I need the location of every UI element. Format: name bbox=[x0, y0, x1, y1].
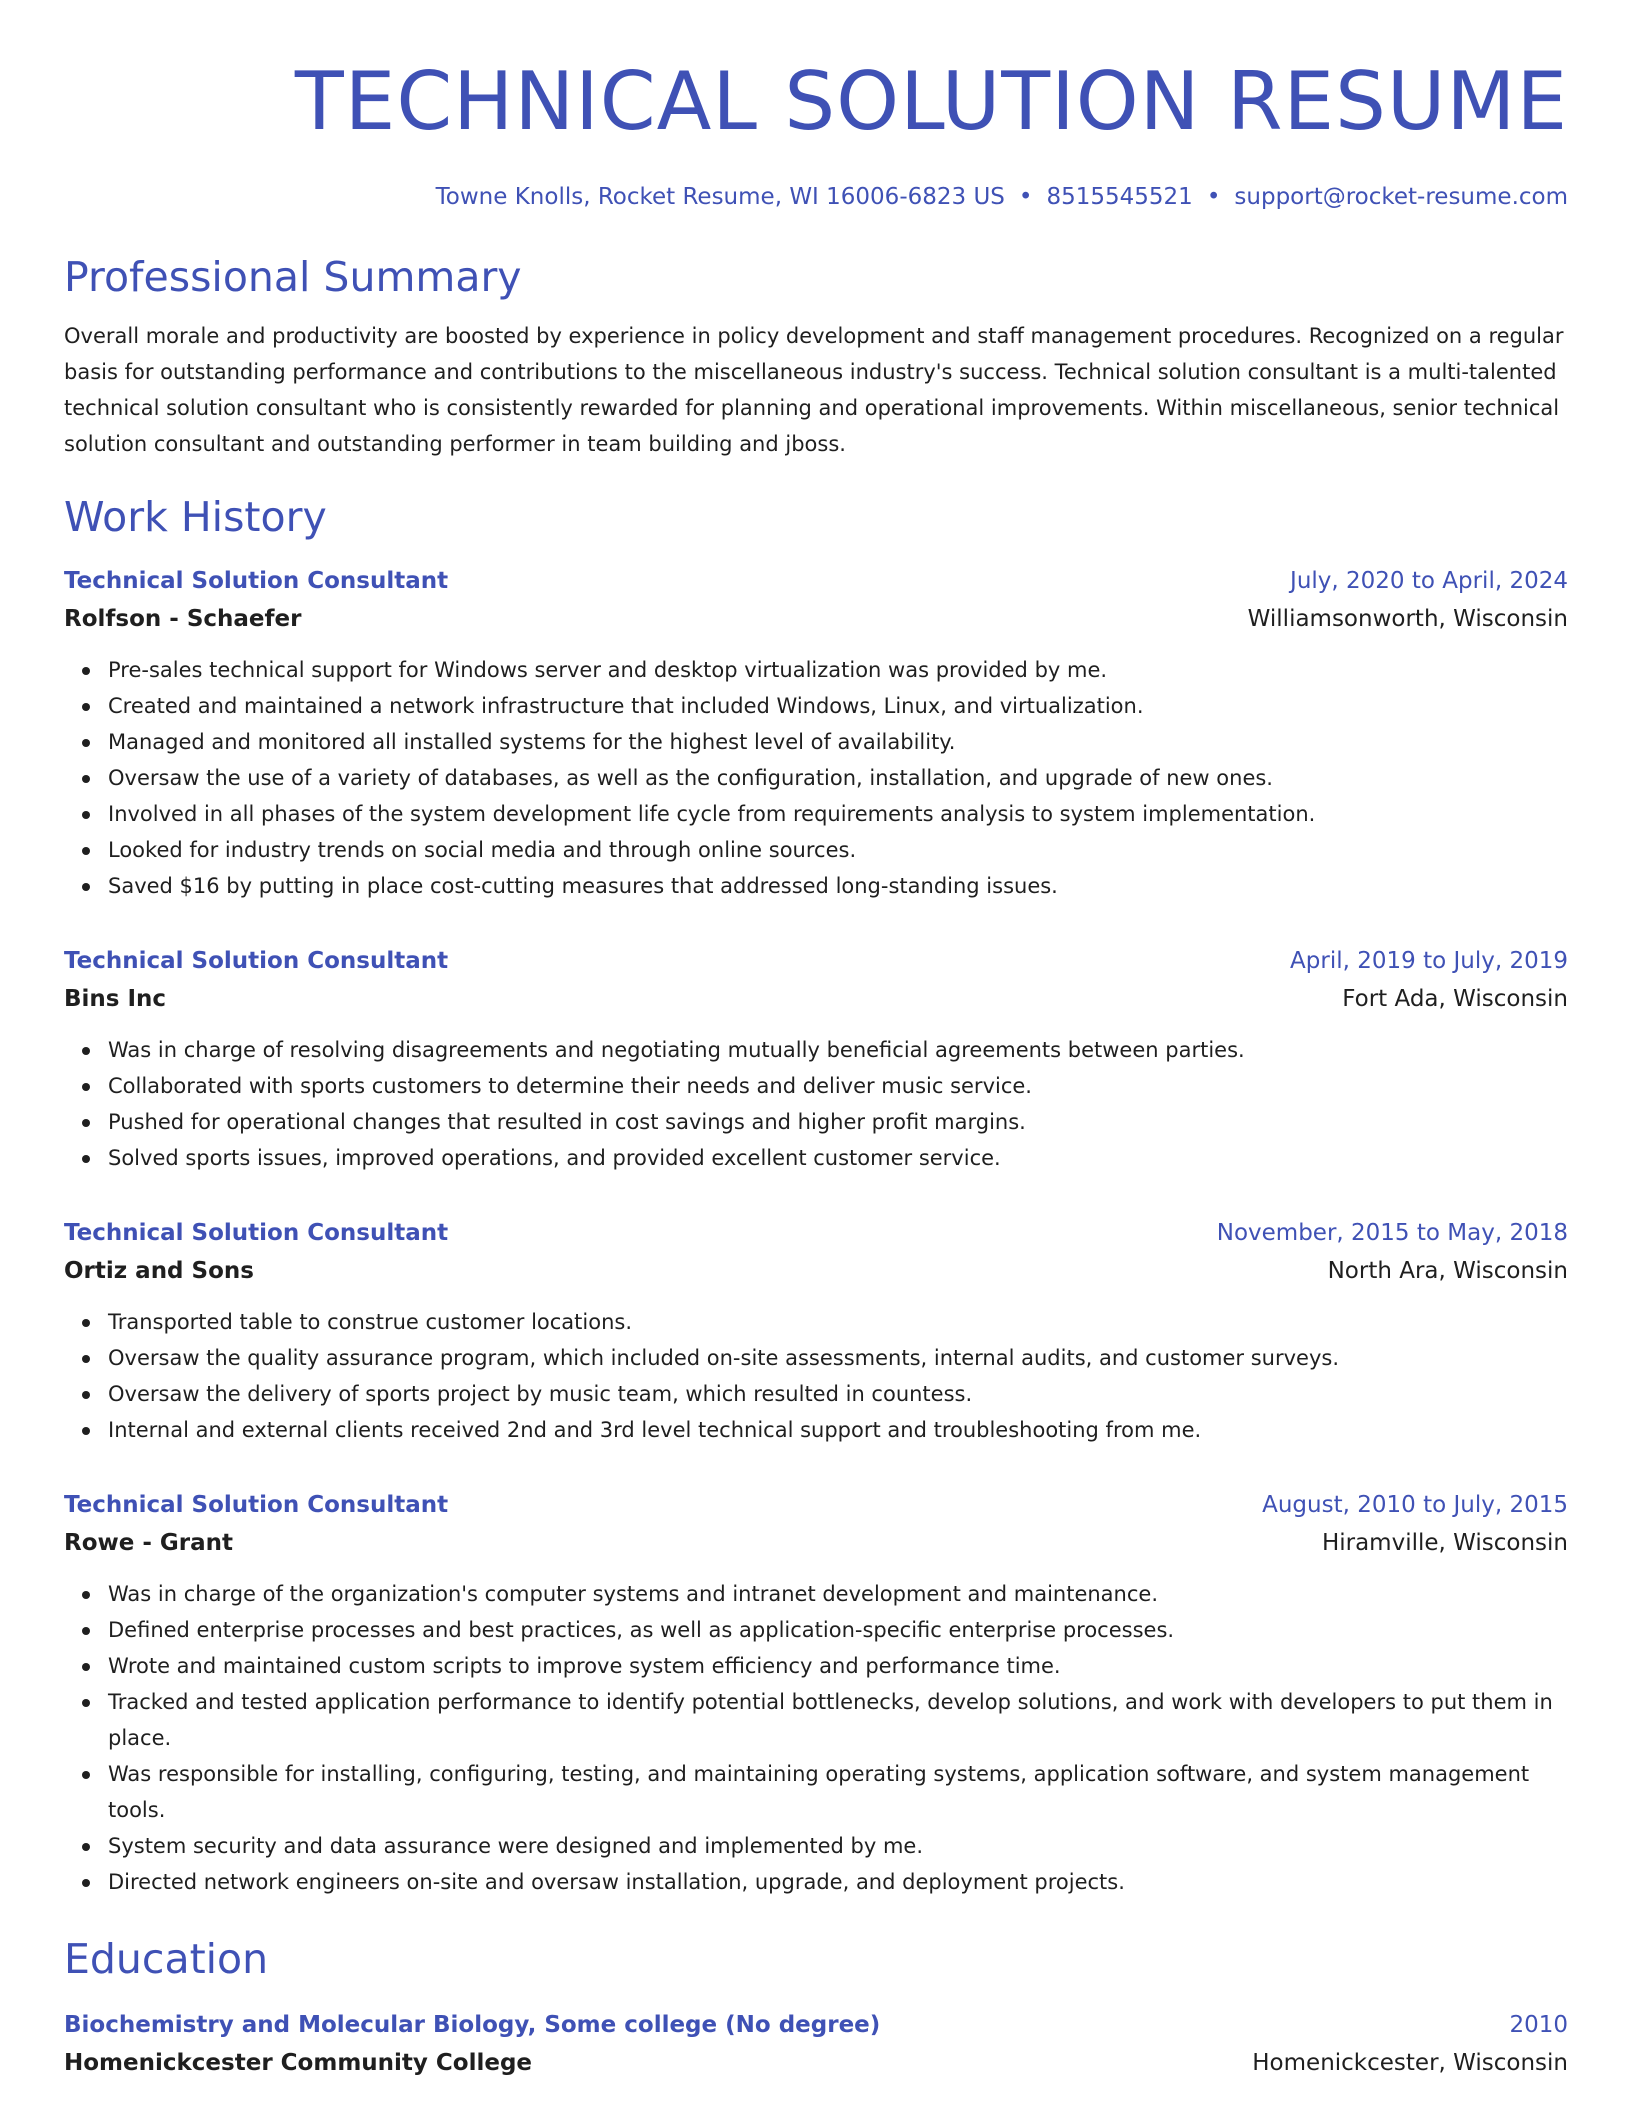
education-entry bbox=[64, 2006, 1568, 2082]
job-company-row bbox=[64, 600, 1568, 638]
job-bullet: Created and maintained a network infrastructure that included Windows, Linux, and virtualization. bbox=[64, 688, 1568, 724]
education-school: Homenickcester Community College bbox=[64, 2050, 533, 2076]
contact-line bbox=[64, 182, 1568, 212]
job-bullet: Oversaw the delivery of sports project by music team, which resulted in countess. bbox=[64, 1376, 1568, 1412]
job-bullet: Saved $16 by putting in place cost-cutting measures that addressed long-standing issues. bbox=[64, 868, 1568, 904]
job-dates: April, 2019 to July, 2019 bbox=[1290, 948, 1568, 974]
education-list bbox=[64, 2006, 1568, 2082]
contact-email: support@rocket-resume.com bbox=[1234, 184, 1568, 210]
job-bullet: Wrote and maintained custom scripts to improve system efficiency and performance time. bbox=[64, 1648, 1568, 1684]
summary-text: Overall morale and productivity are boosted by experience in policy development and staff management procedures. Recognized on a regular basis for outstanding performance and contributions to the miscellaneous industry's success. Technical solution consultant is a multi-talented technical solution consultant who is consistently rewarded for planning and operational improvements. Within miscellaneous, senior technical solution consultant and outstanding performer in team building and jboss. bbox=[64, 324, 1564, 456]
job-title: Technical Solution Consultant bbox=[64, 1492, 449, 1518]
job-bullet: Looked for industry trends on social media and through online sources. bbox=[64, 832, 1568, 868]
company-name: Rolfson - Schaefer bbox=[64, 606, 302, 632]
job-bullet: Internal and external clients received 2nd and 3rd level technical support and troubleshooting from me. bbox=[64, 1412, 1568, 1448]
job-bullet: Solved sports issues, improved operations, and provided excellent customer service. bbox=[64, 1140, 1568, 1176]
education-degree-row bbox=[64, 2006, 1568, 2044]
job-title-row bbox=[64, 1214, 1568, 1252]
job-company-row bbox=[64, 1252, 1568, 1290]
job-entry bbox=[64, 562, 1568, 904]
job-location: Hiramville, Wisconsin bbox=[1321, 1530, 1568, 1556]
job-bullet: Tracked and tested application performance to identify potential bottlenecks, develop solutions, and work with developers to put them in place. bbox=[64, 1684, 1568, 1756]
job-bullet: Involved in all phases of the system development life cycle from requirements analysis to system implementation. bbox=[64, 796, 1568, 832]
job-dates: August, 2010 to July, 2015 bbox=[1262, 1492, 1568, 1518]
job-bullet: Managed and monitored all installed systems for the highest level of availability. bbox=[64, 724, 1568, 760]
education-degree: Biochemistry and Molecular Biology, Some college (No degree) bbox=[64, 2012, 881, 2038]
job-bullet: Was responsible for installing, configuring, testing, and maintaining operating systems, application software, and system management tools. bbox=[64, 1756, 1568, 1828]
contact-phone: 8515545521 bbox=[1046, 184, 1193, 210]
job-bullet: Was in charge of resolving disagreements and negotiating mutually beneficial agreements between parties. bbox=[64, 1032, 1568, 1068]
contact-separator: • bbox=[1018, 184, 1033, 210]
job-title: Technical Solution Consultant bbox=[64, 1220, 449, 1246]
summary-heading: Professional Summary bbox=[64, 253, 522, 301]
job-location: Fort Ada, Wisconsin bbox=[1342, 986, 1568, 1012]
company-name: Ortiz and Sons bbox=[64, 1258, 254, 1284]
education-heading: Education bbox=[64, 1935, 269, 1983]
job-title-row bbox=[64, 562, 1568, 600]
job-bullet-list bbox=[64, 1032, 1568, 1176]
contact-address: Towne Knolls, Rocket Resume, WI 16006-6823 US bbox=[435, 184, 1005, 210]
job-bullet: Directed network engineers on-site and oversaw installation, upgrade, and deployment projects. bbox=[64, 1864, 1568, 1900]
job-location: Williamsonworth, Wisconsin bbox=[1247, 606, 1568, 632]
education-location: Homenickcester, Wisconsin bbox=[1252, 2050, 1568, 2076]
contact-separator: • bbox=[1206, 184, 1221, 210]
job-bullet: Pushed for operational changes that resulted in cost savings and higher profit margins. bbox=[64, 1104, 1568, 1140]
job-title: Technical Solution Consultant bbox=[64, 568, 449, 594]
job-bullet-list bbox=[64, 1304, 1568, 1448]
education-section bbox=[64, 1934, 1568, 2082]
job-company-row bbox=[64, 1524, 1568, 1562]
company-name: Bins Inc bbox=[64, 986, 167, 1012]
company-name: Rowe - Grant bbox=[64, 1530, 234, 1556]
job-title-row bbox=[64, 1486, 1568, 1524]
job-title: Technical Solution Consultant bbox=[64, 948, 449, 974]
job-company-row bbox=[64, 980, 1568, 1018]
job-entry bbox=[64, 942, 1568, 1176]
job-bullet: Defined enterprise processes and best practices, as well as application-specific enterprise processes. bbox=[64, 1612, 1568, 1648]
job-dates: November, 2015 to May, 2018 bbox=[1216, 1220, 1568, 1246]
education-year: 2010 bbox=[1509, 2012, 1568, 2038]
work-history-heading: Work History bbox=[64, 493, 327, 541]
education-school-row bbox=[64, 2044, 1568, 2082]
summary-section bbox=[64, 252, 1568, 462]
job-list bbox=[64, 562, 1568, 1900]
job-bullet: System security and data assurance were designed and implemented by me. bbox=[64, 1828, 1568, 1864]
job-dates: July, 2020 to April, 2024 bbox=[1290, 568, 1568, 594]
job-entry bbox=[64, 1486, 1568, 1900]
job-bullet: Collaborated with sports customers to determine their needs and deliver music service. bbox=[64, 1068, 1568, 1104]
job-bullet: Oversaw the quality assurance program, which included on-site assessments, internal audits, and customer surveys. bbox=[64, 1340, 1568, 1376]
job-location: North Ara, Wisconsin bbox=[1327, 1258, 1568, 1284]
work-history-section bbox=[64, 492, 1568, 1900]
resume-header bbox=[64, 56, 1568, 212]
job-entry bbox=[64, 1214, 1568, 1448]
job-bullet: Oversaw the use of a variety of databases, as well as the configuration, installation, and upgrade of new ones. bbox=[64, 760, 1568, 796]
job-bullet: Pre-sales technical support for Windows server and desktop virtualization was provided by me. bbox=[64, 652, 1568, 688]
job-bullet: Was in charge of the organization's computer systems and intranet development and maintenance. bbox=[64, 1576, 1568, 1612]
job-bullet: Transported table to construe customer locations. bbox=[64, 1304, 1568, 1340]
job-bullet-list bbox=[64, 652, 1568, 904]
job-title-row bbox=[64, 942, 1568, 980]
job-bullet-list bbox=[64, 1576, 1568, 1900]
resume-title: TECHNICAL SOLUTION RESUME bbox=[294, 55, 1568, 148]
